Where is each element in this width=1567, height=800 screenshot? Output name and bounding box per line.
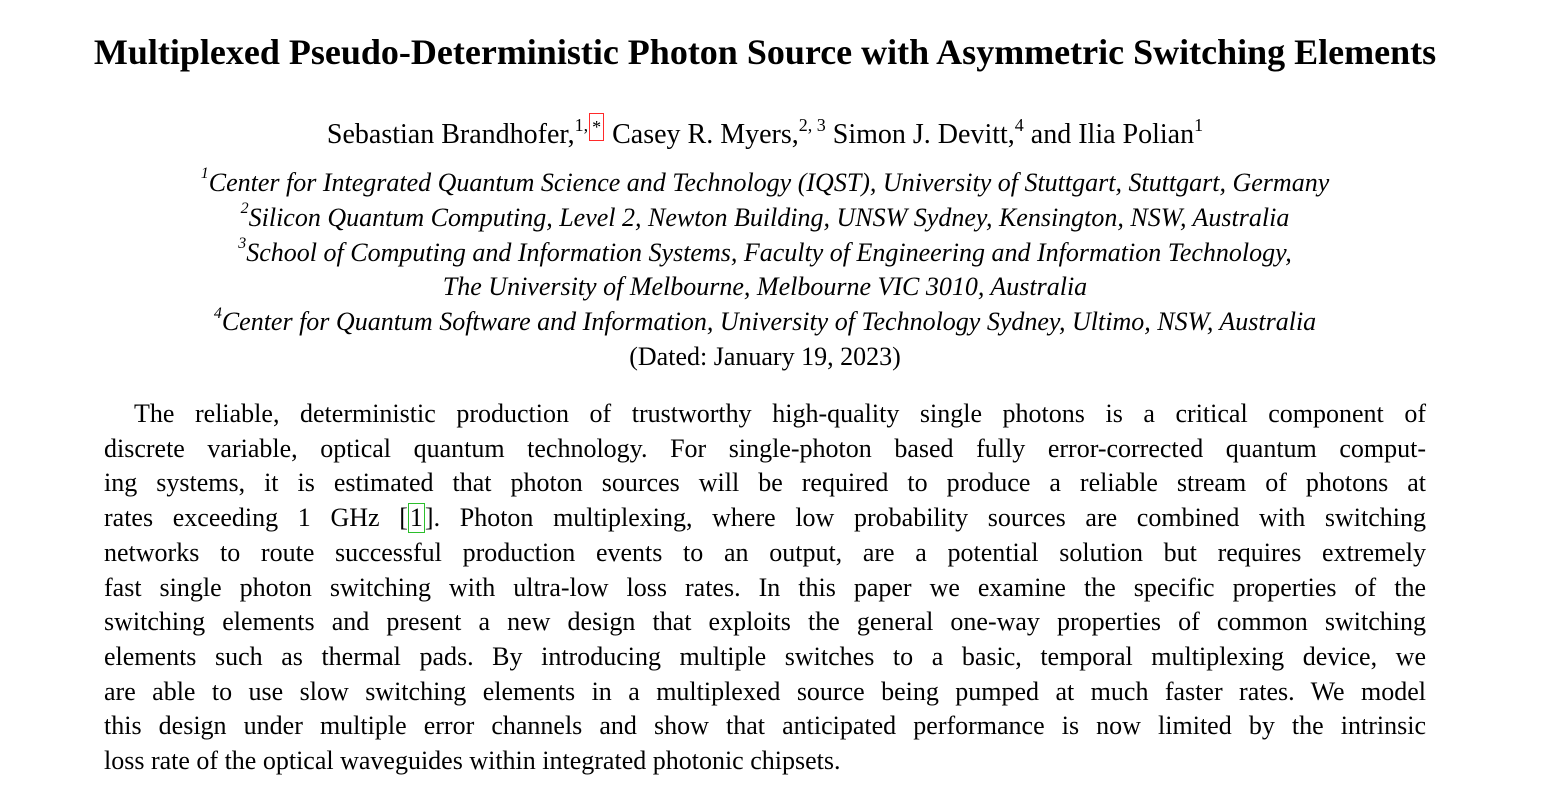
abstract-text: ]. Photon multiplexing, where low probability sources are combined with switching: [424, 503, 1427, 533]
affiliation-mark: 3: [238, 234, 247, 252]
affiliation-superscript: 1,: [574, 114, 589, 135]
affiliation-block: [0, 166, 1530, 375]
affiliation-line: [0, 201, 1530, 236]
abstract-line: elements such as thermal pads. By introducing multiple switches to a basic, temporal multiplexing device, we: [104, 641, 1426, 671]
affiliation-mark: 4: [213, 304, 222, 322]
abstract: [104, 397, 1426, 779]
date-line: (Dated: January 19, 2023): [629, 341, 901, 371]
paper-title: Multiplexed Pseudo-Deterministic Photon Source with Asymmetric Switching Elements: [93, 32, 1437, 72]
affiliation-text: Center for Integrated Quantum Science and Technology (IQST), University of Stuttgart, Stuttgart, Germany: [208, 168, 1330, 197]
affiliation-line: [0, 270, 1530, 305]
affiliation-text: The University of Melbourne, Melbourne VIC 3010, Australia: [442, 272, 1088, 302]
author-name: and Ilia Polian: [1023, 119, 1195, 150]
affiliation-text: Center for Quantum Software and Information, University of Technology Sydney, Ultimo, NSW, Australia: [221, 307, 1317, 337]
abstract-line: ing systems, it is estimated that photon sources will be required to produce a reliable stream of photons at: [104, 468, 1426, 498]
author-name: Sebastian Brandhofer,: [326, 119, 575, 150]
abstract-text: rates exceeding 1 GHz [: [104, 503, 408, 533]
author-name: Casey R. Myers,: [605, 119, 799, 150]
abstract-line: are able to use slow switching elements in a multiplexed source being pumped at much faster rates. We model: [104, 676, 1426, 706]
affiliation-line: [0, 236, 1530, 271]
citation-link[interactable]: 1: [409, 503, 423, 533]
affiliation-mark: 2: [240, 200, 249, 218]
affiliation-superscript: 2, 3: [798, 114, 826, 135]
abstract-line: switching elements and present a new design that exploits the general one-way properties of common switching: [104, 607, 1426, 637]
abstract-line: discrete variable, optical quantum technology. For single-photon based fully error-corrected quantum comput-: [104, 433, 1426, 463]
abstract-line: The reliable, deterministic production of trustworthy high-quality single photons is a critical component of: [134, 399, 1426, 428]
affiliation-superscript: 1: [1194, 114, 1204, 135]
abstract-line: fast single photon switching with ultra-low loss rates. In this paper we examine the specific properties of the: [104, 572, 1426, 602]
affiliation-superscript: 4: [1014, 114, 1024, 135]
affiliation-line: [0, 166, 1530, 201]
affiliation-text: Silicon Quantum Computing, Level 2, Newton Building, UNSW Sydney, Kensington, NSW, Australia: [248, 202, 1290, 232]
abstract-line: this design under multiple error channels and show that anticipated performance is now limited by the intrinsic: [104, 711, 1426, 741]
affiliation-mark: 1: [200, 165, 209, 183]
footnote-link[interactable]: *: [589, 113, 604, 141]
author-list: [0, 113, 1530, 155]
abstract-line: loss rate of the optical waveguides within integrated photonic chipsets.: [104, 746, 841, 776]
author-name: Simon J. Devitt,: [825, 119, 1015, 150]
affiliation-line: [0, 305, 1530, 340]
abstract-line: networks to route successful production events to an output, are a potential solution but requires extremely: [104, 537, 1426, 567]
affiliation-text: School of Computing and Information Systems, Faculty of Engineering and Information Technology,: [246, 237, 1292, 267]
abstract-line: [104, 501, 1426, 536]
